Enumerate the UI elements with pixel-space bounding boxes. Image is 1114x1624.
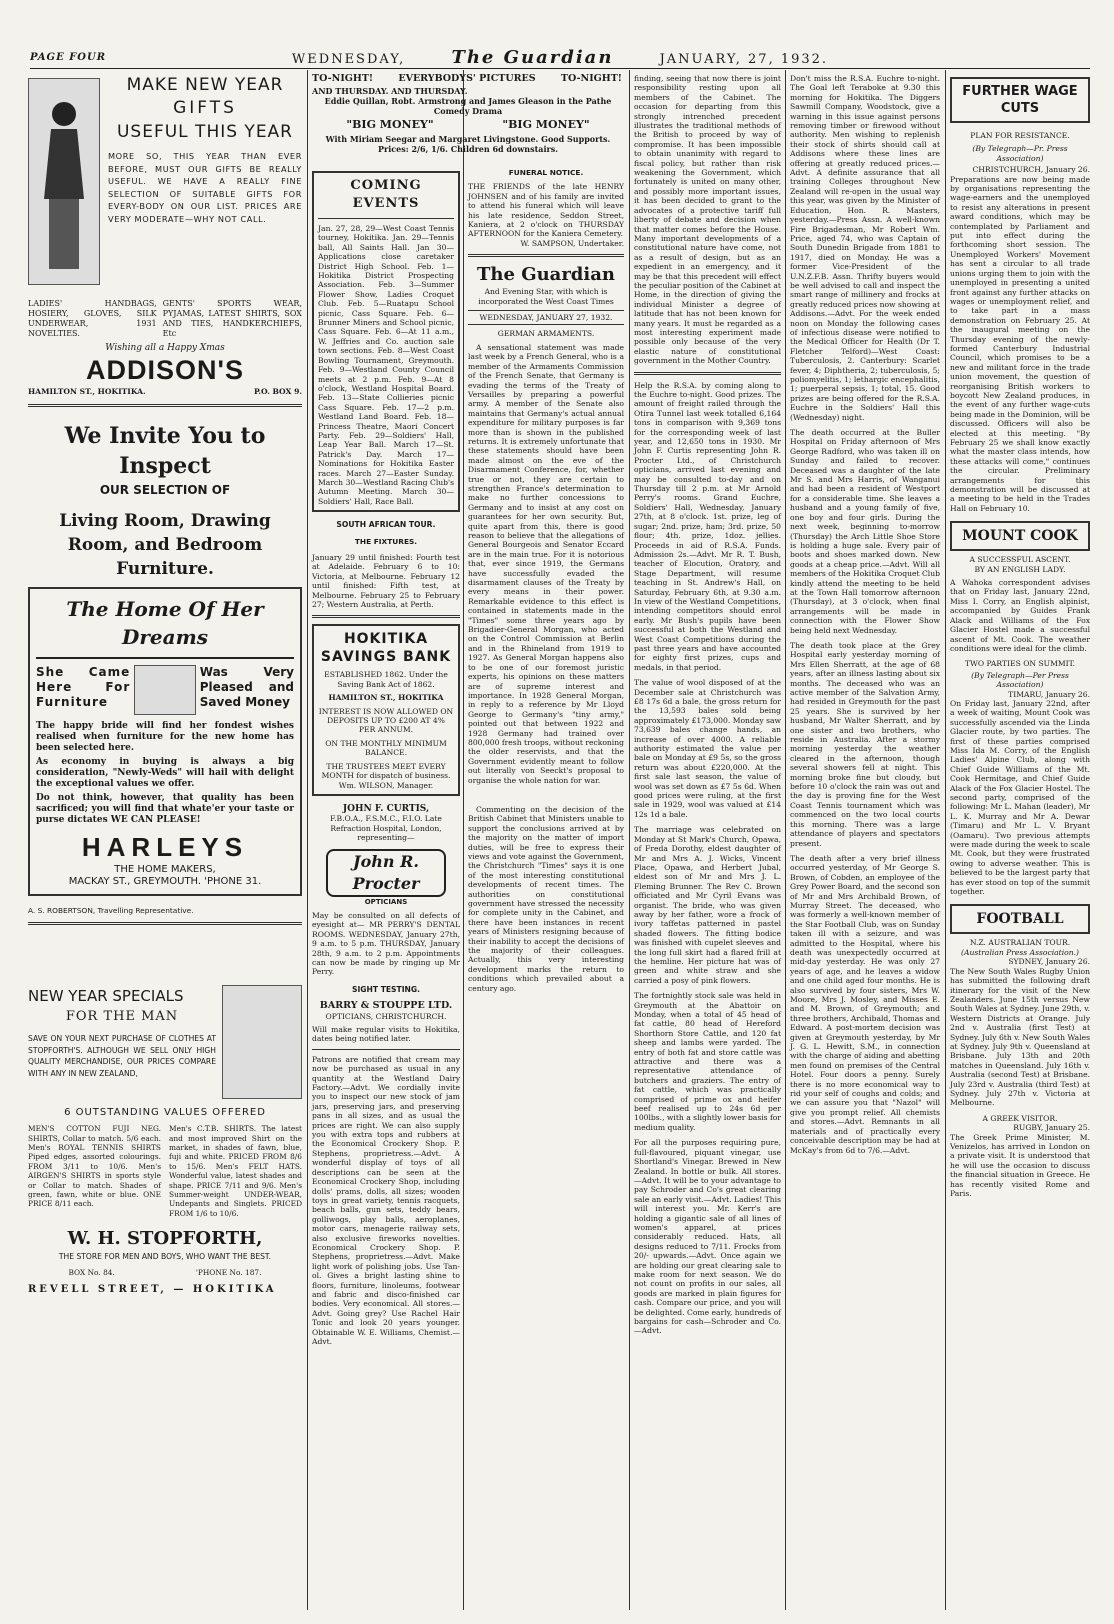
masthead-day: WEDNESDAY, (291, 51, 406, 67)
addisons-address: HAMILTON ST., HOKITIKA. (28, 387, 146, 397)
funeral-body: THE FRIENDS of the late HENRY JOHNSEN and of his family are invited to attend his funeral which will leave his late residence, Seddon Street, Kaniera, at 2 o'clock on THURSDAY AFTERNOON for the Kaniera Cemetery. (468, 182, 624, 239)
tour-head: SOUTH AFRICAN TOUR. (336, 520, 436, 530)
addisons-ad-top (28, 74, 302, 299)
summit-byline: (By Telegraph—Per Press Association) (971, 670, 1069, 690)
column-2-main (312, 168, 460, 1608)
summit-dateline: TIMARU, January 26. (1008, 689, 1090, 699)
harleys-right-text: Was Very Pleased and Saved Money (199, 664, 295, 709)
stopforth-street: REVELL STREET, — HOKITIKA (28, 1283, 277, 1295)
harleys-body-1: The happy bride will find her fondest wishes realised when furniture for the new home has been selected here. (36, 720, 294, 753)
football-box (950, 904, 1090, 934)
bank-address: HAMILTON ST., HOKITIKA (328, 693, 444, 703)
harleys-ad-box (28, 587, 302, 896)
addisons-useful: USEFUL THIS YEAR (116, 122, 293, 142)
column-5-notes-3: The death took place at the Grey Hospital early yesterday morning of Mrs Ellen Sherratt, at the age of 68 years, after an illness lasting about six months. The deceased who was an active member of the Salvation Army, had resided in Greymouth for the past 25 years. She is survived by her husband, Mr Walter Sherratt, and by one sister and two brothers, who reside in Australia. After a stormy morning yesterday the weather cleared in the afternoon, though several showers fell at night. This morning broke fine but cloudy, but before 10 o'clock the rain was out and the day is proving fine for the West Coast Tennis tournament which was commenced on the two local courts this morning. There was a large attendance of players and spectators present. (790, 640, 940, 848)
column-5-notes-2: The death occurred at the Buller Hospital on Friday afternoon of Mrs George Radford, who was taken ill on Sunday and failed to recover. Deceased was a daughter of the late Mr S. and Mrs Harris, of Wanganui and had been a resident of Westport for a considerable time. She leaves a husband and a young family of five, one boy and four girls. During the next week, beginning to-morrow (Thursday) the Arch Little Shoe Store is holding a huge sale. Every pair of boots and shoes marked down. New goods at a cheap price.—Advt. Will all members of the Hokitika Croquet Club kindly attend the meeting to be held at the Town Hall tomorrow afternoon (Thursday), at 3 o'clock, when final arrangements will be made in connection with the Flower Show being held next Wednesday. (790, 428, 940, 635)
harleys-address: MACKAY ST., GREYMOUTH. 'PHONE 31. (68, 875, 262, 887)
harleys-body-3: Do not think, however, that quality has been sacrificed; you will find that whate'er your taste or purse dictates WE CAN PLEASE! (36, 792, 294, 825)
stopforth-items-right: Men's C.T.B. SHIRTS. The latest and most improved Shirt on the market, in shades of fawn, blue, fuji and white. PRICED FROM 8/6 to 15/6. Men's FELT HATS. Wonderful value, latest shades and shape. PRICE 7/11 and 9/6. Men's Summer-weight UNDER-WEAR, Undepants and Singlets. PRICED FROM 1/6 to 10/6. (169, 1124, 302, 1218)
bank-interest: INTEREST IS NOW ALLOWED ON DEPOSITS UP TO £200 AT 4% PER ANNUM. (318, 706, 454, 735)
greek-visitor-dateline: RUGBY, January 25. (1013, 1123, 1090, 1133)
pictures-header (312, 74, 622, 84)
masthead-paper-name: The Guardian (451, 46, 614, 68)
procter-body: May be consulted on all defects of eyesight at— MR PERRY'S DENTAL ROOMS. WEDNESDAY, January 27th, 9 a.m. to 5 p.m. THURSDAY, January 28th, 9 a.m. to 2 p.m. Appointments can now be made by ringing up Mr Perry. (312, 910, 460, 977)
divider (312, 1049, 460, 1050)
stopforth-box: BOX No. 84. (68, 1268, 115, 1278)
harleys-name: HARLEYS (81, 831, 249, 862)
page-number: PAGE FOUR (30, 51, 107, 63)
harleys-rep: A. S. ROBERTSON, Travelling Representative. (28, 905, 194, 915)
editorial-masthead-sub: And Evening Star, with which is incorporated the West Coast Times (478, 287, 614, 306)
pictures-name: EVERYBODYS' PICTURES (398, 73, 536, 84)
editorial-masthead: The Guardian (477, 264, 615, 286)
divider (318, 218, 454, 219)
armaments-body: A sensational statement was made last week by a French General, who is a member of the Armaments Commission of the French Senate, that Germany is evading the terms of the Treaty of Versailles by preparing a powerful army. A member of the Senate also maintains that Germany's actual annual expenditure for military purposes is far more than is shown in the published returns. It is extremely unfortunate that these statements should have been made almost on the eve of the Disarmament Conference, for, whether true or not, they are certain to strengthen France's determination to make no further concessions to Germany and to insist at any cost on guarantees for her own security. But, quite apart from this, there is good reason to believe that the allegations of General Bourgeois and Senator Eccard are in the main true. For it is notorious that, ever since 1919, the Germans have successfully evaded the disarmament clauses of the Treaty by every means in their power. Remarkable evidence to this effect is contained in statements made in the "Times" some three years ago by Brigadier-General Morgan, who acted on the Control Commission at Berlin and in the Rhineland from 1919 to 1927. As General Morgan happens also to be one of our foremost juristic experts, his opinions on these matters are of supreme interest and importance. In 1928 General Morgan, in reply to a reference by Mr Lloyd George to Germany's "tiny army," pointed out that between 1922 and 1928 Germany had trained over 800,000 fresh troops, without reckoning the older reservists, and that the Government evidently meant to follow out literally von Seeckt's proposal to organise the whole nation for war. (468, 342, 624, 785)
football-sub: N.Z. AUSTRALIAN TOUR. (969, 938, 1071, 948)
football-byline: (Australian Press Association.) (961, 947, 1079, 957)
column-4 (634, 74, 781, 1610)
tonight-left: TO-NIGHT! (312, 73, 374, 84)
column-rule (629, 70, 630, 1610)
addisons-body: MORE SO, THIS YEAR THAN EVER BEFORE, MUST OUR GIFTS BE REALLY USEFUL. WE HAVE A REALLY FINE SELECTION OF SUITABLE GIFTS FOR EVERY-BODY ON OUR LIST. PRICES ARE VERY MODERATE—WHY NOT CALL. (108, 151, 302, 224)
column-rule (945, 70, 946, 1610)
stopforth-items (28, 1124, 302, 1218)
column-5-notes: Don't miss the R.S.A. Euchre to-night. The Goal left Teraboke at 9.30 this morning for Hokitika. The Diggers Sawmill Company, Woodstock, give a warning in this issue against persons removing timber or firewood without authority. Men wishing to replenish their stock of shirts should call at Addisons where these lines are offering at greatly reduced prices.—Advt. A definite assurance that all training Colleges throughout New Zealand will re-open in the usual way this year, was given by the Minister of Education, Hon. R. Masters, yesterday.—Press Assn. A well-known Fire Brigadesman, Mr Robert Wm. Price, aged 74, who was Captain of South Dunedin Brigade from 1881 to 1917, died on Monday. He was a former Vice-President of the U.N.Z.F.B. Assn. Thrifty buyers would be well advised to call and inspect the smart range of millinery and frocks at greatly reduced prices now showing at Addisons.—Advt. For the week ended noon on Monday the following cases of infectious disease were notified to the Medical Officer for Health (Dr T. Fletcher Telford)—West Coast: Tuberculosis, 2. Canterbury: Scarlet fever, 4; Diphtheria, 2; tuberculosis, 5; poliomyelitis, 1; lethargic encephalitis, 1; puerperal sepsis, 1; total, 15. Good prizes are being offered for the R.S.A. Euchre in the Soldiers' Hall this (Wednesday) night. (790, 74, 940, 422)
barry-sub: OPTICIANS, CHRISTCHURCH. (325, 1011, 447, 1021)
harleys-sub: OUR SELECTION OF (99, 482, 231, 497)
curtis-body: F.B.O.A., F.S.M.C., F.I.O. Late Refraction Hospital, London, representing— (330, 814, 442, 843)
stopforth-body: SAVE ON YOUR NEXT PURCHASE OF CLOTHES AT STOPFORTH'S. ALTHOUGH WE SELL ONLY HIGH QUALITY MERCHANDISE, OUR PRICES COMPARE WITH ANY IN NEW ZEALAND, (28, 1034, 216, 1078)
bank-head: HOKITIKA SAVINGS BANK (320, 631, 452, 666)
cabinet-comment: Commenting on the decision of the British Cabinet that Ministers unable to support the conclusions arrived at by the majority on the matter of import duties, will be free to express their views and vote against the Government, the Christchurch "Times" says it is one of the most interesting constitutional developments of recent times. The authorities on constitutional government have stressed the necessity for complete unity in the Cabinet, and there have been instances in recent years of Ministers resigning because of their inability to accept the decisions of the majority of their colleagues. Actually, this very interesting development marks the return to conditions which prevailed about a century ago. (468, 804, 624, 993)
stopforth-name: W. H. STOPFORTH, (67, 1228, 263, 1250)
mount-cook-body: A Wahoka correspondent advises that on Friday last, January 22nd, Miss I. Corry, an English alpinist, accompanied by Guides Frank Alack and Williams of the Fox Glacier Hostel made a successful ascent of Mt. Cook. The weather conditions were ideal for the climb. (950, 578, 1090, 653)
pictures-cast-2: With Miriam Seegar and Margaret Livingstone. Good Supports. Prices: 2/6, 1/6. Children 6d downstairs. (325, 134, 611, 154)
harleys-left-text: She Came Here For Furniture (36, 664, 131, 709)
stopforth-values: 6 OUTSTANDING VALUES OFFERED (64, 1107, 266, 1119)
stock-sale: The fortnightly stock sale was held in Greymouth at the Abattoir on Monday, when a total of 45 head of fat cattle, 80 head of Hereford Shorthorn Store Cattle, and 120 fat sheep and lambs were yarded. The entry of both fat and store cattle was attractive and there was a representative attendance of butchers and graziers. The entry of fat cattle, which was practically comprised of prime ox and heifer beef realised up to 24s 6d per 100lbs., with a slightly lower basis for medium quality. (634, 991, 781, 1132)
bank-trustees: THE TRUSTEES MEET EVERY MONTH for dispatch of business. Wm. WILSON, Manager. (321, 761, 451, 790)
harleys-pair (36, 665, 294, 715)
wool-sale: The value of wool disposed of at the December sale at Christchurch was £8 17s 6d a bale, the gross return for the 13,593 bales sold being approximately £173,000. Monday saw 73,639 bales change hands, an increase of over 4000. A reliable authority estimated the value per bale on Monday at £9 5s, so the gross return was about £220,000. At the first sale last season, the value of wool was set down as £7 5s 6d. When good prices were ruling, at the first sale in 1929, wool was valued at £14 12s 1d a bale. (634, 678, 781, 819)
stopforth-top (28, 985, 302, 1099)
masthead-date: JANUARY, 27, 1932. (659, 51, 829, 67)
harleys-makers: THE HOME MAKERS, (114, 863, 216, 875)
pictures-ad (312, 74, 622, 84)
small-advertisements: Patrons are notified that cream may now be purchased as usual in any quantity at the Westland Dairy Factory.—Advt. We cordially invite you to inspect our new stock of jam jars, preserving jars, and preserving pans in all sizes, and as usual the prices are right. We can also supply you with extra tops and rubbers at the Economical Crockery Shop. P. Stephens, proprietress.—Advt. A wonderful display of toys of all descriptions can be seen at the Economical Crockery Shop, including dolls' prams, dolls, all sizes; wooden toys in great variety, tennis racquets, beach balls, gun sets, teddy bears, golliwogs, play balls, aeroplanes, motor cars, menagerie railway sets, also exclusive fireworks novelties. Economical Crockery Shop. P. Stephens, proprietress.—Advt. Make light work of polishing jobs. Use Tan-ol. Gives a bright lasting shine to floors, furniture, linoleums, footwear and fabric and disco-finished car bodies. Very economical. All stores.—Advt. Going grey? Use Rachel Hair Tonic and look 20 years younger. Obtainable W. E. Williams, Chemist.—Advt. (312, 1054, 460, 1346)
man-illustration (222, 985, 302, 1099)
page-masthead (30, 46, 1090, 69)
stopforth-items-left: MEN'S COTTON FUJI NEG. SHIRTS, Collar to match. 5/6 each. Men's ROYAL TENNIS SHIRTS Piped edges, assorted colourings. FROM 3/11 to 10/6. Men's AIRGEN'S SHIRTS in sports style or Collar to match. Shades of green, fawn, white or blue. ONE PRICE 8/11 each. (28, 1124, 161, 1209)
procter-logo: John R. Procter (326, 849, 446, 897)
addisons-headline-block (100, 74, 302, 299)
column-advertisements (28, 74, 302, 1610)
curtis-name: JOHN F. CURTIS, (342, 803, 430, 814)
addisons-title: MAKE NEW YEAR (126, 75, 284, 95)
stopforth-head: NEW YEAR SPECIALS (28, 987, 184, 1006)
column-6 (950, 74, 1090, 1610)
figure-icon (29, 79, 99, 284)
coming-events-list: Jan. 27, 28, 29—West Coast Tennis tourney, Hokitika. Jan. 29—Tennis ball, All Saints Hall. Jan 30—Applications close caretaker District High School. Feb. 1—Hokitika District Prospecting Association. Feb. 3—Summer Flower Show, Ladies Croquet Club. Feb. 5—Ruatapu School picnic, Cass Square. Feb. 6—Brunner Miners and School picnic, Cass Square. Feb. 6—At 11 a.m., W. Jeffries and Co. auction sale town sections. Feb. 8—West Coast Bowling Tournament, Greymouth. Feb. 9—Westland County Council meets at 2 p.m. Feb. 9—At 8 o'clock, Westland Hospital Board. Feb. 13—State Collieries picnic Cass Square. Feb. 17—2 p.m. Westland Land Board. Feb. 18—Princess Theatre, Maori Concert Party. Feb. 29—Soldiers' Hall, Leap Year Ball. March 17—St. Patrick's Day. March 17—Nominations for Hokitika Easter races. March 27—Easter Sunday. March 30—Westland Racing Club's Autumn Meeting. March 30—Soldiers' Hall, Race Ball. (318, 224, 454, 506)
addisons-list-ladies: LADIES' HANDBAGS, HOSIERY, GLOVES, SILK UNDERWEAR, 1931 NOVELTIES. (28, 299, 157, 338)
harleys-banner: The Home Of Her Dreams (36, 595, 294, 659)
greek-visitor-head: A GREEK VISITOR. (982, 1113, 1058, 1123)
divider (28, 922, 302, 925)
film-title-1: "BIG MONEY" (346, 118, 434, 131)
greek-visitor-body: The Greek Prime Minister, M. Venizelos, has arrived in London on a private visit. It is understood that he will use the occasion to discuss the financial situation in Greece. He has recently visited Rome and Paris. (950, 1132, 1090, 1199)
film-title-2: "BIG MONEY" (502, 118, 590, 131)
barry-name: BARRY & STOUPPE LTD. (319, 1000, 453, 1012)
barry-body: Will make regular visits to Hokitika, dates being notified later. (312, 1025, 460, 1044)
harleys-headline: We Invite You to Inspect (64, 422, 266, 479)
harleys-body-2: As economy in buying is always a big consideration, "Newly-Weds" will hail with delight the exceptional values we offer. (36, 756, 294, 789)
harleys-rooms: Living Room, Drawing Room, and Bedroom Furniture. (59, 510, 271, 579)
pictures-thursday: AND THURSDAY. AND THURSDAY. (312, 86, 468, 96)
funeral-head: FUNERAL NOTICE. (508, 168, 584, 177)
stopforth-sub: FOR THE MAN (65, 1009, 179, 1025)
lady-illustration (28, 78, 100, 285)
wage-cuts-box (950, 77, 1090, 123)
football-head: FOOTBALL (976, 911, 1064, 928)
fixtures-body: January 29 until finished: Fourth test at Adelaide. February 6 to 10: Victoria, at Melbourne. February 12 until finished: Fifth test, at Melbourne. February 25 to February 27; Western Australia, at Perth. (312, 553, 460, 610)
sight-testing-head: SIGHT TESTING. (351, 984, 421, 994)
fixtures-head: THE FIXTURES. (354, 536, 418, 546)
wage-cuts-byline: (By Telegraph—Pr. Press Association) (972, 144, 1068, 163)
divider (312, 615, 460, 618)
football-dateline: SYDNEY, January 26. (1008, 957, 1090, 967)
masthead-center (170, 47, 950, 68)
column-3 (468, 168, 624, 1608)
funeral-sign: W. SAMPSON, Undertaker. (520, 238, 624, 248)
wage-cuts-dateline: CHRISTCHURCH, January 26. (972, 165, 1090, 175)
column-5 (790, 74, 940, 1610)
wedding-report: The marriage was celebrated on Monday at St Mark's Church, Opawa, of Freda Dorothy, eldest daughter of Mr and Mrs A. J. Wicks, Vincent Place, Opawa, and Herbert Jubal, eldest son of Mr and Mrs J. L. Fleming Brunner. The Rev C. Brown officiated and Mr Cyril Evans was organist. The bride, who was given away by her father, wore a frock of ivory taffetas patterned in pastel shaded flowers. The fitting bodice was finished with cupelet sleeves and the long full skirt had a flared frill at the hemline. Her picture hat was of green and white straw and she carried a posy of pink flowers. (634, 825, 781, 985)
mount-cook-sub-2: BY AN ENGLISH LADY. (974, 564, 1066, 574)
film-titles (312, 120, 624, 130)
pictures-ad-body (312, 86, 624, 176)
procter-sub: OPTICIANS (364, 897, 408, 906)
column-rule (463, 70, 464, 1610)
coming-events-box (312, 171, 460, 512)
mount-cook-sub: A SUCCESSFUL ASCENT. (969, 555, 1071, 565)
editorial-dateline: WEDNESDAY, JANUARY 27, 1932. (468, 310, 624, 325)
local-notes: Help the R.S.A. by coming along to the Euchre to-night. Good prizes. The amount of freight railed through the Otira Tunnel last week totalled 6,164 tons in comparison with 9,369 tons for the corresponding week of last year, and 12,650 tons in 1930. Mr John F. Curtis representing John R. Procter Ltd., of Christchurch opticians, arrived last evening and may be consulted to-day and on Thursday till 2 p.m. at Mr Arnold Perry's rooms. Grand Euchre, Soldiers' Hall, Wednesday, January 27th, at 8 o'clock. 1st. prize, leg of sugar; 2nd. prize, ham; 3rd. prize, 50 flour; 4th. prize, 1doz. jellies. Proceeds in aid of R.S.A. Funds. Admission 2s.—Advt. Mr R. T. Bush, teacher of Elocution, Oratory, and Stage Department, will resume teaching in St. Andrew's Hall, on Saturday, February 6th, at 9.30 a.m. In view of the Westland Competitions, intending competitors should enrol early. Mr Bush's pupils have been successful at both the Westland and West Coast Competitions during the past three years and have accounted for eighty first prizes, cups and medals, in that period. (634, 380, 781, 672)
addisons-wish: Wishing all a Happy Xmas (105, 343, 225, 353)
divider (468, 254, 624, 257)
armaments-head: GERMAN ARMAMENTS. (497, 329, 595, 339)
stopforth-store: THE STORE FOR MEN AND BOYS, WHO WANT THE BEST. (58, 1252, 272, 1262)
column-rule (785, 70, 786, 1610)
summit-head: TWO PARTIES ON SUMMIT. (964, 659, 1075, 669)
pictures-cast: Eddie Quillan, Robt. Armstrong and James Gleason in the Pathe Comedy Drama (324, 96, 612, 116)
mount-cook-box (950, 521, 1090, 551)
column-4-ads: For all the purposes requiring pure, full-flavoured, piquant vinegar, use Shortland's Vinegar. Brewed in New Zealand. In bottle or bulk. All stores.—Advt. It will be to your advantage to pay Schroder and Co's great clearing sale an early visit.—Advt. Ladies! This will interest you. Mr. Kerr's are holding a gigantic sale of all lines of women's apparel, at prices considerably reduced. Hats, all designs reduced to 7/11. Frocks from 20/- upwards.—Advt. Once again we are holding our great clearing sale to make room for next season. We do not count on profits in our sales, all goods are marked in plain figures for cash. Compare our price, and you will be delighted. Come early, hundreds of bargains for cash—Schroder and Co.—Advt. (634, 1138, 781, 1336)
addisons-address-row (28, 387, 302, 397)
divider (28, 404, 302, 407)
stopforth-contact (28, 1268, 302, 1278)
couple-illustration (134, 665, 196, 715)
football-body: The New South Wales Rugby Union has submitted the following draft itinerary for the visit of the New Zealanders. June 15th versus New South Wales at Sydney. June 29th, v. Western Districts at Orange. July 2nd v. Australia (first Test) at Sydney. July 6th v. New South Wales at Sydney. July 9th v. Queensland at Brisbane. July 13th and 20th matches in Queensland. July 16th v. Australia (second Test) at Brisbane. July 23rd v. Australia (third Test) at Sydney. July 27th v. Victoria at Melbourne. (950, 966, 1090, 1108)
column-5-notes-4: The death after a very brief illness occurred yesterday, of Mr George S. Brown, of Cobden, an employee of the Grey Power Board, and the second son of Mr and Mrs Archibald Brown, of Murray Street. The deceased, who was formerly a well-known member of the Star Football Club, was on Sunday taken ill with a seizure, and was admitted to the Hospital, where his death was unexpectedly occurred at mid-day yesterday. He was only 27 years of age, and he leaves a widow and one child aged four months. He is also survived by four sisters, Mrs W. Moore, Mrs J. Mosley, and Misses E. and M. Brown, of Greymouth; and three brothers, Archibald, Thomas and Edward. A post-mortem decision was given at Greymouth yesterday, by Mr J. G. L. Hewitt, S.M., in connection with the charge of aiding and abetting men found on premises of the Central Hotel. Four doors a penny. Surely there is no more economical way to rid your self of coughs and colds; and we can assure you that "Nazol" will give you prompt relief. All chemists and stores.—Advt. Remnants in all materials and of practically every conceivable description may be had at McKay's from 6d to 7/6.—Advt. (790, 853, 940, 1155)
wage-cuts-body: Preparations are now being made by organisations representing the wage-earners and the unemployed to resist any alterations in present award conditions, which may be contemplated by Parliament and put into effect during the forthcoming short session. The Unemployed Workers' Movement has sent a circular to all trade unions urging them to join with the unemployed in presenting a united front against any further attacks on wages or unemployment relief, and to take part in a mass demonstration on February 25. At the inaugural meeting on the Thursday evening of the newly-formed Canterbury Industrial Council, which promises to be a new and militant force in the trade union movement, the question of reorganising British workers to boycott New Zealand produces, in the event of any further wage-cuts being made in the Dominion, will be discussed. Officers will also be elected at this meeting. "By February 25 we shall know exactly what the master class intends, how these attacks will come," continues the circular. Preliminary arrangements for this demonstration will be discussed at a meeting to be held in the Trades Hall on February 10. (950, 174, 1090, 513)
editorial-continued: finding, seeing that now there is joint responsibility resting upon all members of the Cabinet. The occasion for departing from this strongly intrenched precedent illustrates the traditional methods of the British to proceed by way of compromise. It has been impossible to obtain unanimity with regard to fiscal policy, but rather than risk weakening the Government, which fortunately is united on many other, and possibly more important issues, it has been decided to grant to the advocates of a protective tariff full liberty of debate and decision when that matter comes before the House. Many important developments of a constitutional nature have come, not as a result of design, but as an expedient in an emergency, and it may be that this precedent will effect the peculiar position of the Cabinet at Home, in the direction of giving the individual Minister a degree of latitude that has not been known for many years. It must be regarded as a most interesting experiment made possible only because of the very elastic nature of constitutional government in the Mother Country. (634, 74, 781, 366)
addisons-name: ADDISON'S (86, 355, 244, 386)
column-rule (307, 70, 308, 1610)
addisons-pobox: P.O. BOX 9. (253, 387, 302, 397)
summit-body: On Friday last, January 22nd, after a week of waiting, Mount Cook was successfully ascended via the Linda Glacier route, by two parties. The first of these parties comprised Miss Ida M. Corry, of the English Ladies' Alpine Club, along with Chief Guide Williams of the Mt. Cook Hermitage, and Chief Guide Alack of the Fox Glacier Hostel. The second party, comprised of the following: Mr L. Mahan (leader), Mr L. K. Murray and Mr A. Dewar (Timaru) and Mr L. V. Bryant (Oamaru). Two previous attempts were made during the week to scale Mt. Cook, but they were frustrated owing to adverse weather. This is believed to be the largest party that has ever stood on top of the summit together. (950, 698, 1090, 897)
mount-cook-head: MOUNT COOK (962, 528, 1078, 545)
wage-cuts-sub: PLAN FOR RESISTANCE. (970, 131, 1070, 140)
stopforth-headline-block (28, 985, 216, 1099)
addisons-list-gents: GENTS' SPORTS WEAR, PYJAMAS, LATEST SHIRTS, SOX AND TIES, HANDKERCHIEFS, Etc (162, 299, 302, 338)
addisons-lists (28, 299, 302, 339)
wage-cuts-head: FURTHER WAGE CUTS (962, 84, 1078, 116)
addisons-gifts: GIFTS (173, 98, 237, 118)
bank-minimum: ON THE MONTHLY MINIMUM BALANCE. (325, 738, 447, 758)
stopforth-phone: 'PHONE No. 187. (195, 1268, 262, 1278)
divider (634, 372, 781, 375)
savings-bank-ad (312, 624, 460, 795)
bank-established: ESTABLISHED 1862. Under the Saving Bank Act of 1862. (324, 670, 448, 689)
tonight-right: TO-NIGHT! (560, 73, 622, 84)
coming-events-head: COMING EVENTS (350, 178, 422, 211)
